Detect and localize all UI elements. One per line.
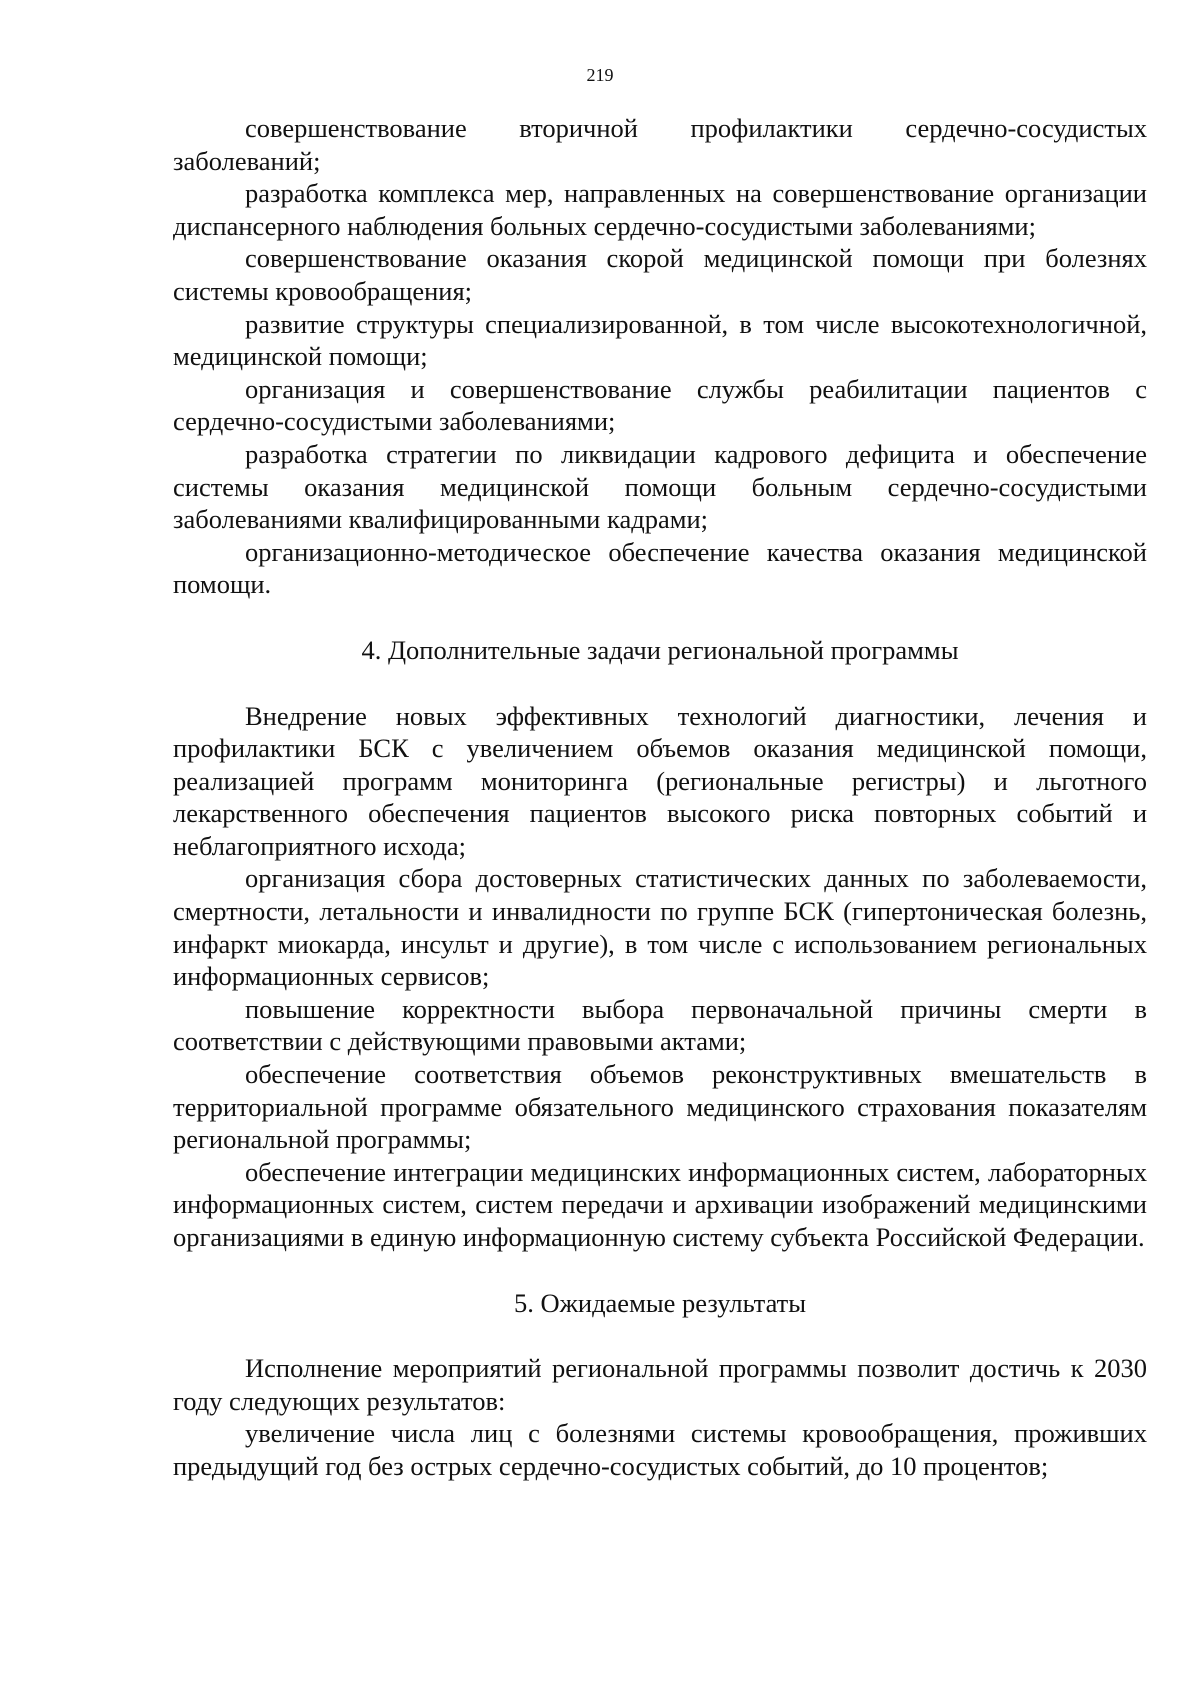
section-heading: 4. Дополнительные задачи региональной программы bbox=[361, 634, 959, 665]
page-number: 219 bbox=[586, 65, 614, 85]
intro-paragraph: разработка стратегии по ликвидации кадрового дефицита и обеспечение системы оказания медицинской помощи больным сердечно-сосудистыми заболеваниями квалифицированными кадрами; bbox=[173, 438, 1147, 535]
intro-paragraph: разработка комплекса мер, направленных на совершенствование организации диспансерного наблюдения больных сердечно-сосудистыми заболеваниями; bbox=[173, 178, 1147, 241]
section-4-paragraph: обеспечение интеграции медицинских информационных систем, лабораторных информационных систем, систем передачи и архивации изображений медицинскими организациями в единую информационную систему субъекта Российской Федерации. bbox=[173, 1156, 1147, 1252]
page-content bbox=[173, 112, 1147, 1483]
section-5-paragraph: увеличение числа лиц с болезнями системы кровообращения, проживших предыдущий год без острых сердечно-сосудистых событий, до 10 процентов; bbox=[173, 1418, 1147, 1481]
intro-paragraph: совершенствование оказания скорой медицинской помощи при болезнях системы кровообращения; bbox=[173, 243, 1147, 306]
section-4-paragraph: повышение корректности выбора первоначальной причины смерти в соответствии с действующими правовыми актами; bbox=[173, 993, 1147, 1057]
section-5-paragraph: Исполнение мероприятий региональной программы позволит достичь к 2030 году следующих результатов: bbox=[173, 1353, 1147, 1416]
intro-paragraph: совершенствование вторичной профилактики сердечно-сосудистых заболеваний; bbox=[173, 113, 1147, 176]
section-heading: 5. Ожидаемые результаты bbox=[513, 1287, 807, 1318]
section-4-paragraph: обеспечение соответствия объемов реконструктивных вмешательств в территориальной программе обязательного медицинского страхования показателям региональной программы; bbox=[173, 1059, 1147, 1155]
intro-paragraph: развитие структуры специализированной, в том числе высокотехнологичной, медицинской помощи; bbox=[173, 308, 1147, 372]
section-4-paragraph: Внедрение новых эффективных технологий диагностики, лечения и профилактики БСК с увеличением объемов оказания медицинской помощи, реализацией программ мониторинга (региональные регистры) и льготного лекарственного обеспечения пациентов высокого риска повторных событий и неблагоприятного исхода; bbox=[173, 700, 1147, 861]
section-4-paragraph: организация сбора достоверных статистических данных по заболеваемости, смертности, летальности и инвалидности по группе БСК (гипертоническая болезнь, инфаркт миокарда, инсульт и другие), в том числе с использованием региональных информационных сервисов; bbox=[173, 863, 1147, 992]
intro-paragraph: организационно-методическое обеспечение качества оказания медицинской помощи. bbox=[173, 536, 1147, 600]
intro-paragraph: организация и совершенствование службы реабилитации пациентов с сердечно-сосудистыми заболеваниями; bbox=[173, 373, 1147, 437]
